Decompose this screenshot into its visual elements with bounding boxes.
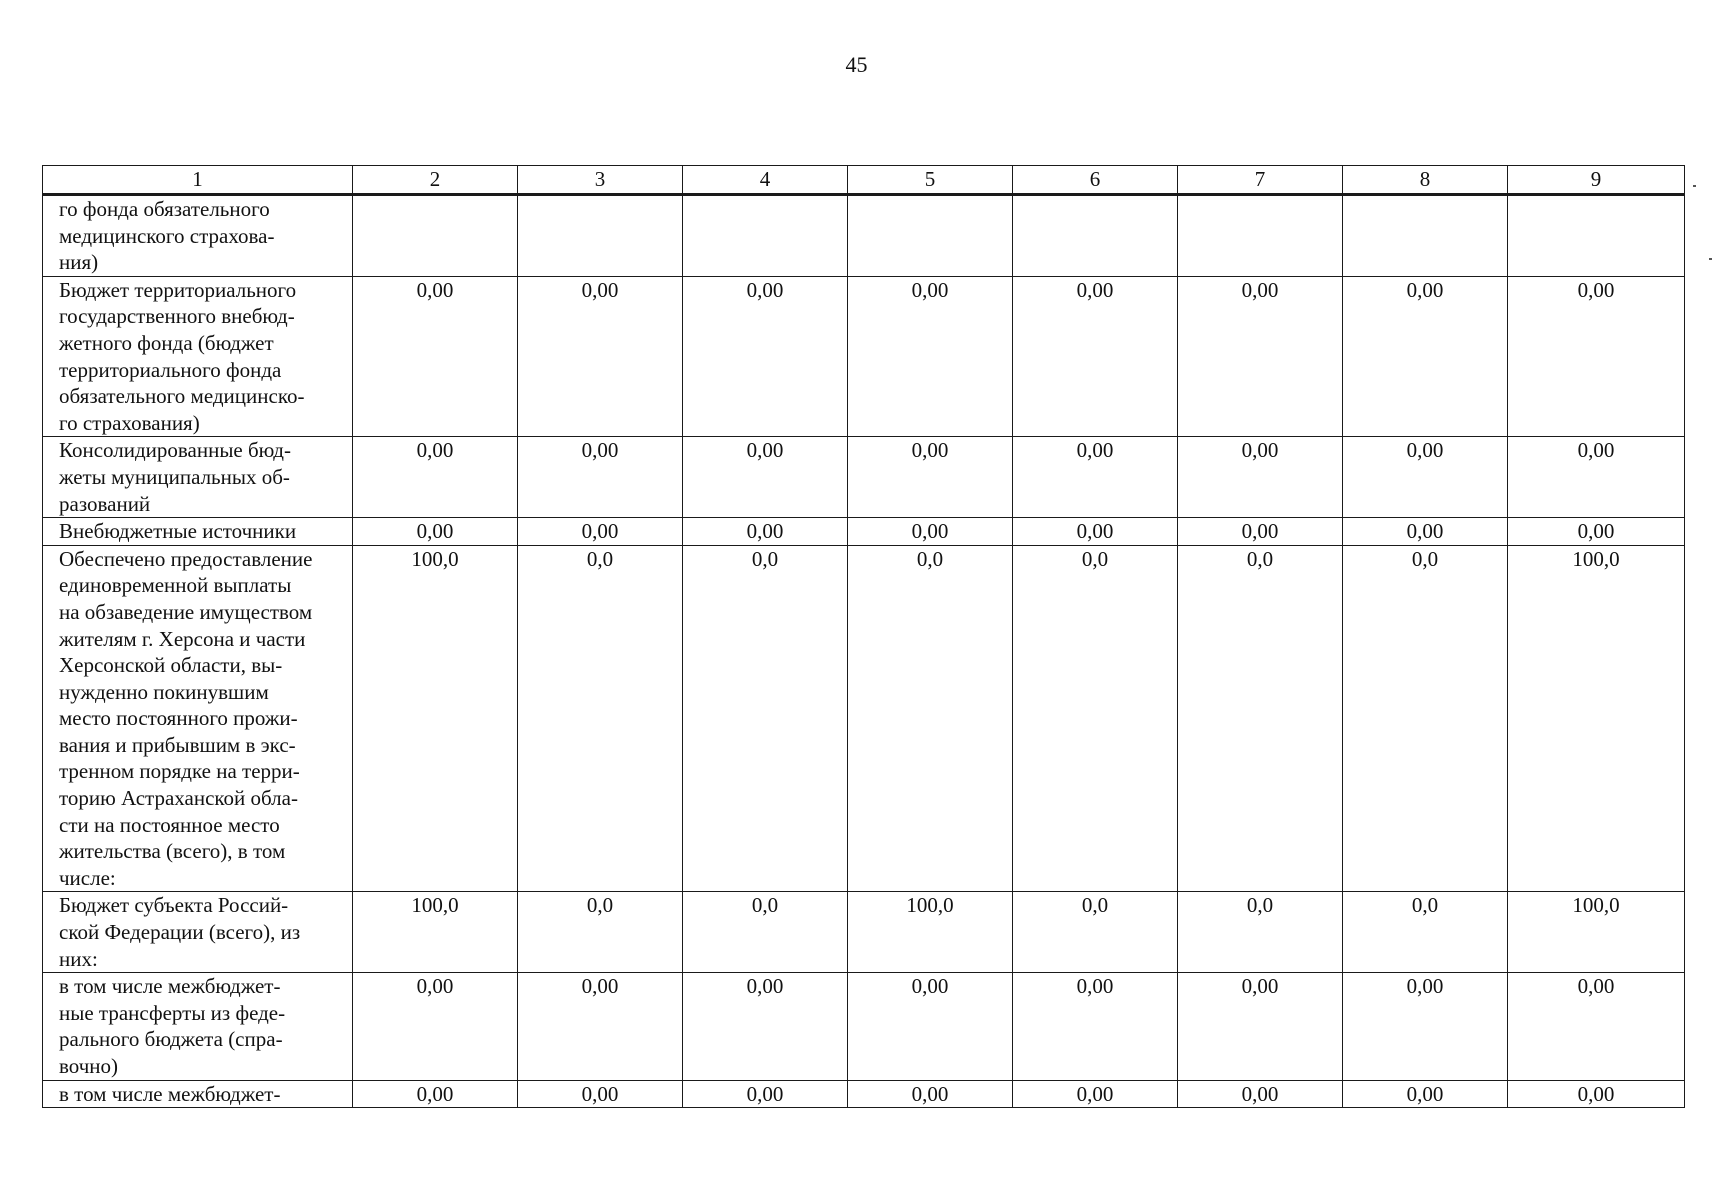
row-label-line: Внебюджетные источники [59, 519, 297, 544]
row-label [43, 1080, 353, 1108]
column-header: 1 [43, 166, 353, 195]
value-cell [1178, 195, 1343, 277]
row-label-line: в том числе межбюджет- [59, 1081, 281, 1106]
value-cell: 0,00 [1013, 437, 1178, 518]
value-cell: 0,00 [1508, 518, 1685, 546]
row-label-line: ской Федерации (всего), из [59, 920, 301, 945]
value-cell: 0,00 [1343, 518, 1508, 546]
value-cell: 100,0 [353, 545, 518, 892]
row-label-line: государственного внебюд- [59, 304, 295, 329]
value-cell: 0,00 [1013, 1080, 1178, 1108]
table-row [43, 1080, 1685, 1108]
table-row [43, 195, 1685, 277]
value-cell: 0,0 [683, 892, 848, 973]
table-row [43, 518, 1685, 546]
column-header: 7 [1178, 166, 1343, 195]
table-row [43, 892, 1685, 973]
value-cell [1343, 195, 1508, 277]
value-cell: 0,0 [518, 892, 683, 973]
value-cell: 0,00 [848, 518, 1013, 546]
value-cell: 100,0 [848, 892, 1013, 973]
row-label [43, 437, 353, 518]
value-cell: 0,00 [1508, 973, 1685, 1080]
scan-mark [1709, 258, 1712, 260]
value-cell: 0,0 [1178, 892, 1343, 973]
value-cell: 0,00 [353, 276, 518, 437]
row-label-line: жеты муниципальных об- [59, 464, 290, 489]
value-cell: 0,00 [518, 1080, 683, 1108]
row-label-line: вочно) [59, 1054, 119, 1078]
value-cell: 0,00 [1178, 437, 1343, 518]
value-cell: 0,00 [1178, 276, 1343, 437]
value-cell [683, 195, 848, 277]
row-label [43, 973, 353, 1080]
value-cell: 0,00 [683, 1080, 848, 1108]
row-label-line: обязательного медицинско- [59, 384, 305, 409]
row-label-line: числе: [59, 865, 116, 890]
header-row [43, 166, 1685, 195]
row-label-line: жительства (всего), в том [59, 839, 286, 864]
row-label [43, 276, 353, 437]
row-label-line: территориального фонда [59, 357, 282, 382]
value-cell: 0,00 [1343, 1080, 1508, 1108]
row-label-line: вания и прибывшим в экс- [59, 732, 296, 757]
value-cell: 0,0 [848, 545, 1013, 892]
value-cell: 0,00 [1343, 276, 1508, 437]
value-cell [353, 195, 518, 277]
scan-mark [1693, 185, 1696, 187]
value-cell [1013, 195, 1178, 277]
row-label-line: на обзаведение имуществом [59, 599, 313, 624]
value-cell: 0,00 [353, 1080, 518, 1108]
row-label-line: ния) [59, 250, 99, 275]
value-cell: 0,00 [518, 973, 683, 1080]
value-cell: 0,00 [848, 276, 1013, 437]
row-label-line: го фонда обязательного [59, 197, 270, 221]
value-cell: 0,00 [683, 276, 848, 437]
table-row [43, 545, 1685, 892]
value-cell: 0,00 [848, 1080, 1013, 1108]
value-cell: 0,00 [1508, 437, 1685, 518]
column-header: 4 [683, 166, 848, 195]
budget-table [42, 165, 1685, 1108]
value-cell: 0,00 [1508, 276, 1685, 437]
row-label-line: сти на постоянное место [59, 812, 280, 837]
row-label-line: Херсонской области, вы- [59, 653, 283, 678]
column-header: 5 [848, 166, 1013, 195]
value-cell: 0,00 [353, 973, 518, 1080]
value-cell: 0,00 [1178, 518, 1343, 546]
value-cell: 0,00 [1013, 276, 1178, 437]
row-label-line: Консолидированные бюд- [59, 438, 291, 463]
row-label-line: нужденно покинувшим [59, 679, 269, 704]
value-cell: 0,00 [1178, 973, 1343, 1080]
value-cell [518, 195, 683, 277]
row-label [43, 518, 353, 546]
value-cell: 0,00 [1013, 973, 1178, 1080]
column-header: 6 [1013, 166, 1178, 195]
value-cell: 0,00 [683, 518, 848, 546]
value-cell: 0,00 [518, 276, 683, 437]
column-header: 8 [1343, 166, 1508, 195]
column-header: 2 [353, 166, 518, 195]
row-label-line: Бюджет территориального [59, 277, 297, 302]
value-cell [848, 195, 1013, 277]
value-cell: 0,00 [848, 437, 1013, 518]
value-cell: 0,0 [683, 545, 848, 892]
row-label-line: медицинского страхова- [59, 223, 275, 248]
value-cell: 0,00 [848, 973, 1013, 1080]
value-cell: 0,0 [1343, 892, 1508, 973]
table-row [43, 276, 1685, 437]
value-cell [1508, 195, 1685, 277]
value-cell: 0,0 [1013, 892, 1178, 973]
value-cell: 0,00 [1343, 437, 1508, 518]
value-cell: 0,0 [1013, 545, 1178, 892]
page-number: 45 [845, 52, 868, 77]
value-cell: 0,00 [1013, 518, 1178, 546]
row-label-line: место постоянного прожи- [59, 706, 298, 731]
value-cell: 0,00 [683, 437, 848, 518]
row-label [43, 545, 353, 892]
value-cell: 0,00 [353, 437, 518, 518]
row-label-line: тренном порядке на терри- [59, 759, 300, 784]
value-cell: 100,0 [1508, 892, 1685, 973]
column-header: 9 [1508, 166, 1685, 195]
row-label [43, 195, 353, 277]
row-label-line: го страхования) [59, 410, 200, 435]
table-row [43, 437, 1685, 518]
row-label-line: жетного фонда (бюджет [59, 330, 274, 355]
row-label-line: Обеспечено предоставление [59, 546, 313, 571]
row-label-line: торию Астраханской обла- [59, 786, 298, 811]
value-cell: 0,00 [1178, 1080, 1343, 1108]
value-cell: 0,0 [518, 545, 683, 892]
table-body [43, 195, 1685, 1108]
value-cell: 0,00 [1343, 973, 1508, 1080]
value-cell: 100,0 [353, 892, 518, 973]
row-label-line: ные трансферты из феде- [59, 1000, 286, 1025]
value-cell: 0,00 [353, 518, 518, 546]
value-cell: 0,0 [1343, 545, 1508, 892]
value-cell: 0,0 [1178, 545, 1343, 892]
row-label-line: Бюджет субъекта Россий- [59, 893, 289, 918]
table-row [43, 973, 1685, 1080]
row-label-line: жителям г. Херсона и части [59, 626, 306, 651]
row-label-line: них: [59, 946, 98, 971]
value-cell: 0,00 [518, 437, 683, 518]
value-cell: 0,00 [518, 518, 683, 546]
value-cell: 100,0 [1508, 545, 1685, 892]
row-label [43, 892, 353, 973]
value-cell: 0,00 [683, 973, 848, 1080]
row-label-line: единовременной выплаты [59, 573, 292, 598]
column-header: 3 [518, 166, 683, 195]
row-label-line: рального бюджета (спра- [59, 1027, 283, 1052]
row-label-line: разований [59, 491, 151, 516]
value-cell: 0,00 [1508, 1080, 1685, 1108]
row-label-line: в том числе межбюджет- [59, 974, 281, 999]
